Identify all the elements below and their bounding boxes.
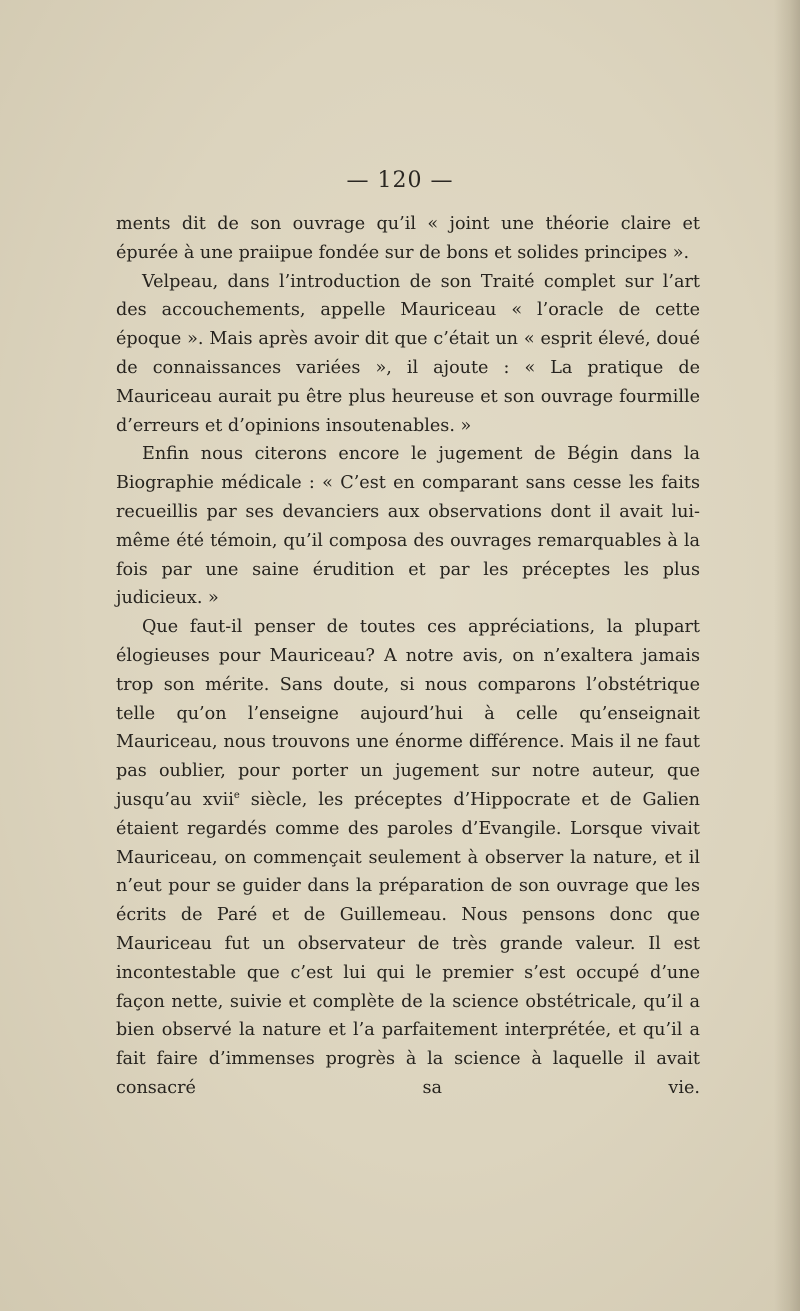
- page-edge-shadow: [774, 0, 800, 1311]
- body-text: [116, 210, 700, 1103]
- century-superscript: e: [233, 790, 240, 802]
- paragraph-conclusion: [116, 613, 700, 1103]
- paragraph-conclusion-part1: Que faut-il penser de toutes ces appréciations, la plupart élogieuses pour Mauriceau? A notre avis, on n’exaltera jamais trop son mérite. Sans doute, si nous comparons l’obstétrique telle qu’on l’enseigne aujourd’hui à celle qu’enseignait Mauriceau, nous trouvons une énorme différence. Mais il ne faut pas oublier, pour porter un jugement sur notre auteur, que jusqu’au xvii: [116, 617, 700, 810]
- paragraph-continuation: ments dit de son ouvrage qu’il « joint une théorie claire et épurée à une praiipue fondée sur de bons et solides principes ».: [116, 214, 700, 263]
- paragraph-velpeau: Velpeau, dans l’introduction de son Traité complet sur l’art des accouchements, appelle Mauriceau « l’oracle de cette époque ». Mais après avoir dit que c’était un « esprit élevé, doué de connaissances variées », il ajoute : « La pratique de Mauriceau aurait pu être plus heureuse et son ouvrage fourmille d’erreurs et d’opinions insoutenables. »: [116, 271, 700, 436]
- paragraph-begin: Enfin nous citerons encore le jugement de Bégin dans la Biographie médicale : « C’est en comparant sans cesse les faits recueillis par ses devanciers aux observations dont il avait lui-même été témoin, qu’il composa des ouvrages remarquables à la fois par une saine érudition et par les préceptes les plus judicieux. »: [116, 444, 700, 609]
- paragraph-conclusion-part2: siècle, les préceptes d’Hippocrate et de Galien étaient regardés comme des paroles d’Evangile. Lorsque vivait Mauriceau, on commençait seulement à observer la nature, et il n’eut pour se guider dans la préparation de son ouvrage que les écrits de Paré et de Guillemeau. Nous pensons donc que Mauriceau fut un observateur de très grande valeur. Il est incontestable que c’est lui qui le premier s’est occupé d’une façon nette, suivie et complète de la science obstétricale, qu’il a bien observé la nature et l’a parfaitement interprétée, et qu’il a fait faire d’immenses progrès à la science à laquelle il avait consacré sa vie.: [116, 789, 701, 1098]
- page-number: — 120 —: [346, 168, 454, 193]
